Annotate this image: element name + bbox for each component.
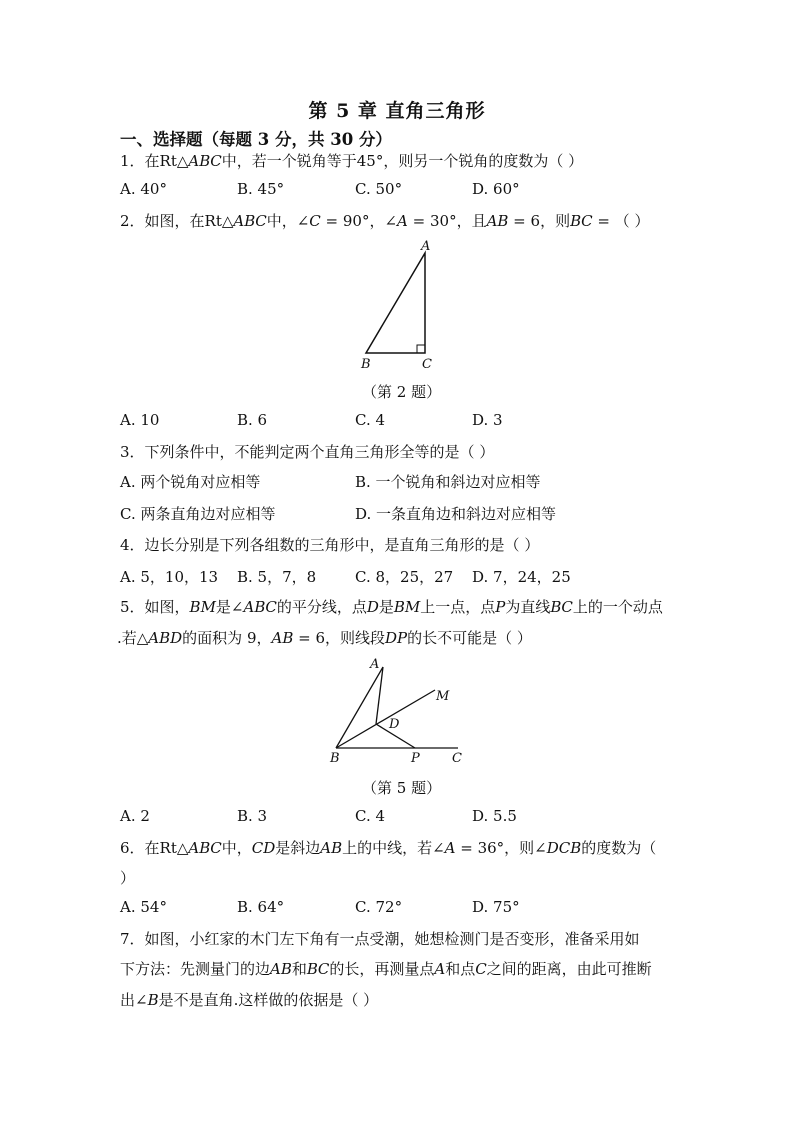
question-4-option-a: A. 5，10，13 xyxy=(120,568,219,586)
question-6-option-c: C. 72° xyxy=(355,898,403,916)
question-3-option-b: B. 一个锐角和斜边对应相等 xyxy=(355,473,541,491)
question-4-option-c: C. 8，25，27 xyxy=(355,568,454,586)
question-6-text-line-2: ） xyxy=(120,869,136,887)
question-2-option-c: C. 4 xyxy=(355,411,386,429)
label-d: D xyxy=(389,717,400,732)
question-5-option-d: D. 5.5 xyxy=(472,807,517,825)
question-6-option-b: B. 64° xyxy=(237,898,285,916)
question-1-option-d: D. 60° xyxy=(472,180,520,198)
question-7-text-line-1: 7．如图，小红家的木门左下角有一点受潮，她想检测门是否变形，准备采用如 xyxy=(120,930,640,948)
label-c: C xyxy=(452,751,462,766)
label-c: C xyxy=(422,357,432,372)
question-7-text-line-3: 出∠𝐵是不是直角.这样做的依据是（ ） xyxy=(120,991,379,1009)
question-5-text-line-2: .若△𝐴𝐵𝐷的面积为 9，𝐴𝐵 = 6，则线段𝐷𝑃的长不可能是（ ） xyxy=(117,629,532,647)
question-3-option-d: D. 一条直角边和斜边对应相等 xyxy=(355,505,557,523)
question-2-text: 2．如图，在Rt△𝐴𝐵𝐶中，∠𝐶 = 90°，∠𝐴 = 30°，且𝐴𝐵 = 6，则𝐵𝐶 = （ ） xyxy=(120,212,650,230)
label-a: A xyxy=(370,657,380,672)
question-5-option-a: A. 2 xyxy=(120,807,150,825)
question-6-option-a: A. 54° xyxy=(120,898,167,916)
question-3-option-a: A. 两个锐角对应相等 xyxy=(120,473,261,491)
section-heading: 一、选择题（每题 3 分，共 30 分） xyxy=(120,130,392,149)
question-1-text: 1．在Rt△𝐴𝐵𝐶中，若一个锐角等于45°，则另一个锐角的度数为（ ） xyxy=(120,152,584,170)
question-5-option-b: B. 3 xyxy=(237,807,268,825)
question-6-text-line-1: 6．在Rt△𝐴𝐵𝐶中，𝐶𝐷是斜边𝐴𝐵上的中线，若∠𝐴 = 36°，则∠𝐷𝐶𝐵的度数为（ xyxy=(120,839,657,857)
page-title: 第 5 章 直角三角形 xyxy=(308,100,486,122)
label-m: M xyxy=(436,689,450,704)
question-3-option-c: C. 两条直角边对应相等 xyxy=(120,505,276,523)
line-bm xyxy=(336,690,435,748)
question-7-text-line-2: 下方法：先测量门的边𝐴𝐵和𝐵𝐶的长，再测量点𝐴和点𝐶之间的距离，由此可推断 xyxy=(120,960,652,978)
question-2-option-a: A. 10 xyxy=(120,411,160,429)
right-angle-mark xyxy=(417,345,425,353)
question-1-option-a: A. 40° xyxy=(120,180,167,198)
figure-q5-bisector xyxy=(328,656,488,766)
figure-q2-caption: （第 2 题） xyxy=(362,383,442,401)
triangle-abc xyxy=(366,253,425,353)
figure-q2-triangle xyxy=(350,235,470,375)
label-p: P xyxy=(411,751,420,766)
question-2-option-d: D. 3 xyxy=(472,411,503,429)
question-4-option-b: B. 5，7，8 xyxy=(237,568,317,586)
label-b: B xyxy=(330,751,340,766)
question-5-option-c: C. 4 xyxy=(355,807,386,825)
question-1-option-c: C. 50° xyxy=(355,180,403,198)
question-2-option-b: B. 6 xyxy=(237,411,268,429)
figure-q5-caption: （第 5 题） xyxy=(362,779,442,797)
label-a: A xyxy=(421,239,431,254)
line-ba xyxy=(336,667,383,748)
label-b: B xyxy=(361,357,371,372)
question-3-text: 3．下列条件中，不能判定两个直角三角形全等的是（ ） xyxy=(120,443,495,461)
question-4-text: 4．边长分别是下列各组数的三角形中，是直角三角形的是（ ） xyxy=(120,536,540,554)
question-4-option-d: D. 7，24，25 xyxy=(472,568,571,586)
question-1-option-b: B. 45° xyxy=(237,180,285,198)
question-5-text-line-1: 5．如图，𝐵𝑀是∠𝐴𝐵𝐶的平分线，点𝐷是𝐵𝑀上一点，点𝑃为直线𝐵𝐶上的一个动点 xyxy=(120,598,663,616)
line-ad xyxy=(376,667,383,724)
question-6-option-d: D. 75° xyxy=(472,898,520,916)
